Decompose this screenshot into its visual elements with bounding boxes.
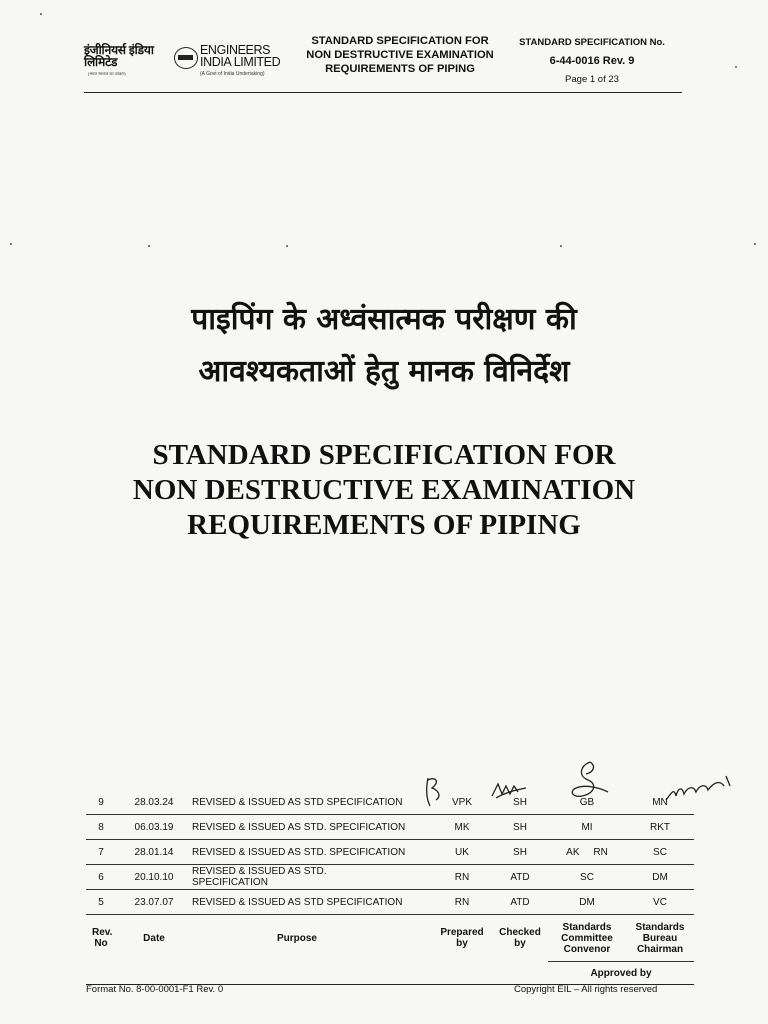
rev-purpose: REVISED & ISSUED AS STD. SPECIFICATION xyxy=(192,840,432,865)
revision-row xyxy=(86,790,694,815)
spec-number-label: STANDARD SPECIFICATION No. xyxy=(519,37,665,48)
rev-number: 9 xyxy=(86,790,116,815)
hindi-title-line-1: पाइपिंग के अध्वंसात्मक परीक्षण की xyxy=(191,302,577,337)
revision-row xyxy=(86,865,694,890)
page-header xyxy=(84,32,682,93)
table-header-row xyxy=(86,915,694,962)
rev-number: 8 xyxy=(86,815,116,840)
revision-row xyxy=(86,815,694,840)
header-rev-no: Rev. No xyxy=(92,927,113,950)
rev-date: 28.01.14 xyxy=(116,840,192,865)
logo-hindi-subtext: (भारत सरकार का उपक्रम) xyxy=(88,71,126,76)
logo-hindi-text: इंजीनियर्स इंडिया लिमिटेड xyxy=(84,43,154,69)
english-title-line-1: STANDARD SPECIFICATION FOR xyxy=(152,439,616,471)
rev-purpose: REVISED & ISSUED AS STD SPECIFICATION xyxy=(192,790,432,815)
rev-chairman: MN xyxy=(626,790,694,815)
header-title: STANDARD SPECIFICATION FOR NON DESTRUCTIVE EXAMINATION REQUIREMENTS OF PIPING xyxy=(306,35,494,75)
format-number: Format No. 8-00-0001-F1 Rev. 0 xyxy=(86,984,224,995)
approved-by-label: Approved by xyxy=(548,962,694,985)
header-convenor: Standards Committee Convenor xyxy=(561,921,613,955)
scan-speck xyxy=(286,245,288,247)
rev-purpose: REVISED & ISSUED AS STD. SPECIFICATION xyxy=(192,865,432,890)
header-prepared-by: Prepared by xyxy=(440,927,484,950)
rev-prepared: UK xyxy=(432,840,492,865)
rev-date: 23.07.07 xyxy=(116,890,192,915)
rev-date: 28.03.24 xyxy=(116,790,192,815)
spec-number: 6-44-0016 Rev. 9 xyxy=(549,55,635,67)
rev-checked: ATD xyxy=(492,890,548,915)
rev-chairman: VC xyxy=(626,890,694,915)
rev-chairman: RKT xyxy=(626,815,694,840)
rev-checked: ATD xyxy=(492,865,548,890)
rev-prepared: MK xyxy=(432,815,492,840)
rev-checked: SH xyxy=(492,790,548,815)
rev-prepared: RN xyxy=(432,865,492,890)
english-title-line-2: NON DESTRUCTIVE EXAMINATION xyxy=(132,474,636,506)
eil-emblem-icon xyxy=(174,47,198,69)
approved-by-row xyxy=(86,962,694,985)
hindi-title-line-2: आवश्यकताओं हेतु मानक विनिर्देश xyxy=(198,354,570,389)
rev-chairman: DM xyxy=(626,865,694,890)
scan-speck xyxy=(754,243,756,245)
revision-table xyxy=(86,790,694,985)
header-purpose: Purpose xyxy=(276,932,317,944)
header-chairman: Standards Bureau Chairman xyxy=(635,921,685,955)
header-date: Date xyxy=(143,932,165,944)
scan-speck xyxy=(10,243,12,245)
hindi-title xyxy=(100,294,668,398)
rev-convenor: MI xyxy=(548,815,626,840)
rev-date: 06.03.19 xyxy=(116,815,192,840)
page-indicator: Page 1 of 23 xyxy=(565,74,619,85)
revision-row xyxy=(86,840,694,865)
scan-speck xyxy=(560,245,562,247)
logo-english-subtext: (A Govt of India Undertaking) xyxy=(200,71,265,77)
rev-convenor: GB xyxy=(548,790,626,815)
rev-chairman: SC xyxy=(626,840,694,865)
rev-date: 20.10.10 xyxy=(116,865,192,890)
rev-number: 5 xyxy=(86,890,116,915)
rev-prepared: RN xyxy=(432,890,492,915)
rev-convenor: DM xyxy=(548,890,626,915)
rev-number: 6 xyxy=(86,865,116,890)
rev-number: 7 xyxy=(86,840,116,865)
english-title xyxy=(80,438,688,543)
rev-convenor: SC xyxy=(548,865,626,890)
spec-number-block xyxy=(502,32,682,85)
scan-speck xyxy=(148,245,150,247)
scan-speck xyxy=(40,13,42,15)
rev-checked: SH xyxy=(492,840,548,865)
rev-convenor: AK RN xyxy=(548,840,626,865)
rev-purpose: REVISED & ISSUED AS STD SPECIFICATION xyxy=(192,890,432,915)
copyright-notice: Copyright EIL – All rights reserved xyxy=(514,984,658,995)
eil-logo xyxy=(84,44,290,80)
logo-english-text: ENGINEERS INDIA LIMITED xyxy=(200,43,281,69)
english-title-line-3: REQUIREMENTS OF PIPING xyxy=(187,509,581,541)
scan-speck xyxy=(735,66,737,68)
rev-prepared: VPK xyxy=(432,790,492,815)
revision-row xyxy=(86,890,694,915)
rev-purpose: REVISED & ISSUED AS STD. SPECIFICATION xyxy=(192,815,432,840)
rev-checked: SH xyxy=(492,815,548,840)
header-checked-by: Checked by xyxy=(499,927,541,950)
